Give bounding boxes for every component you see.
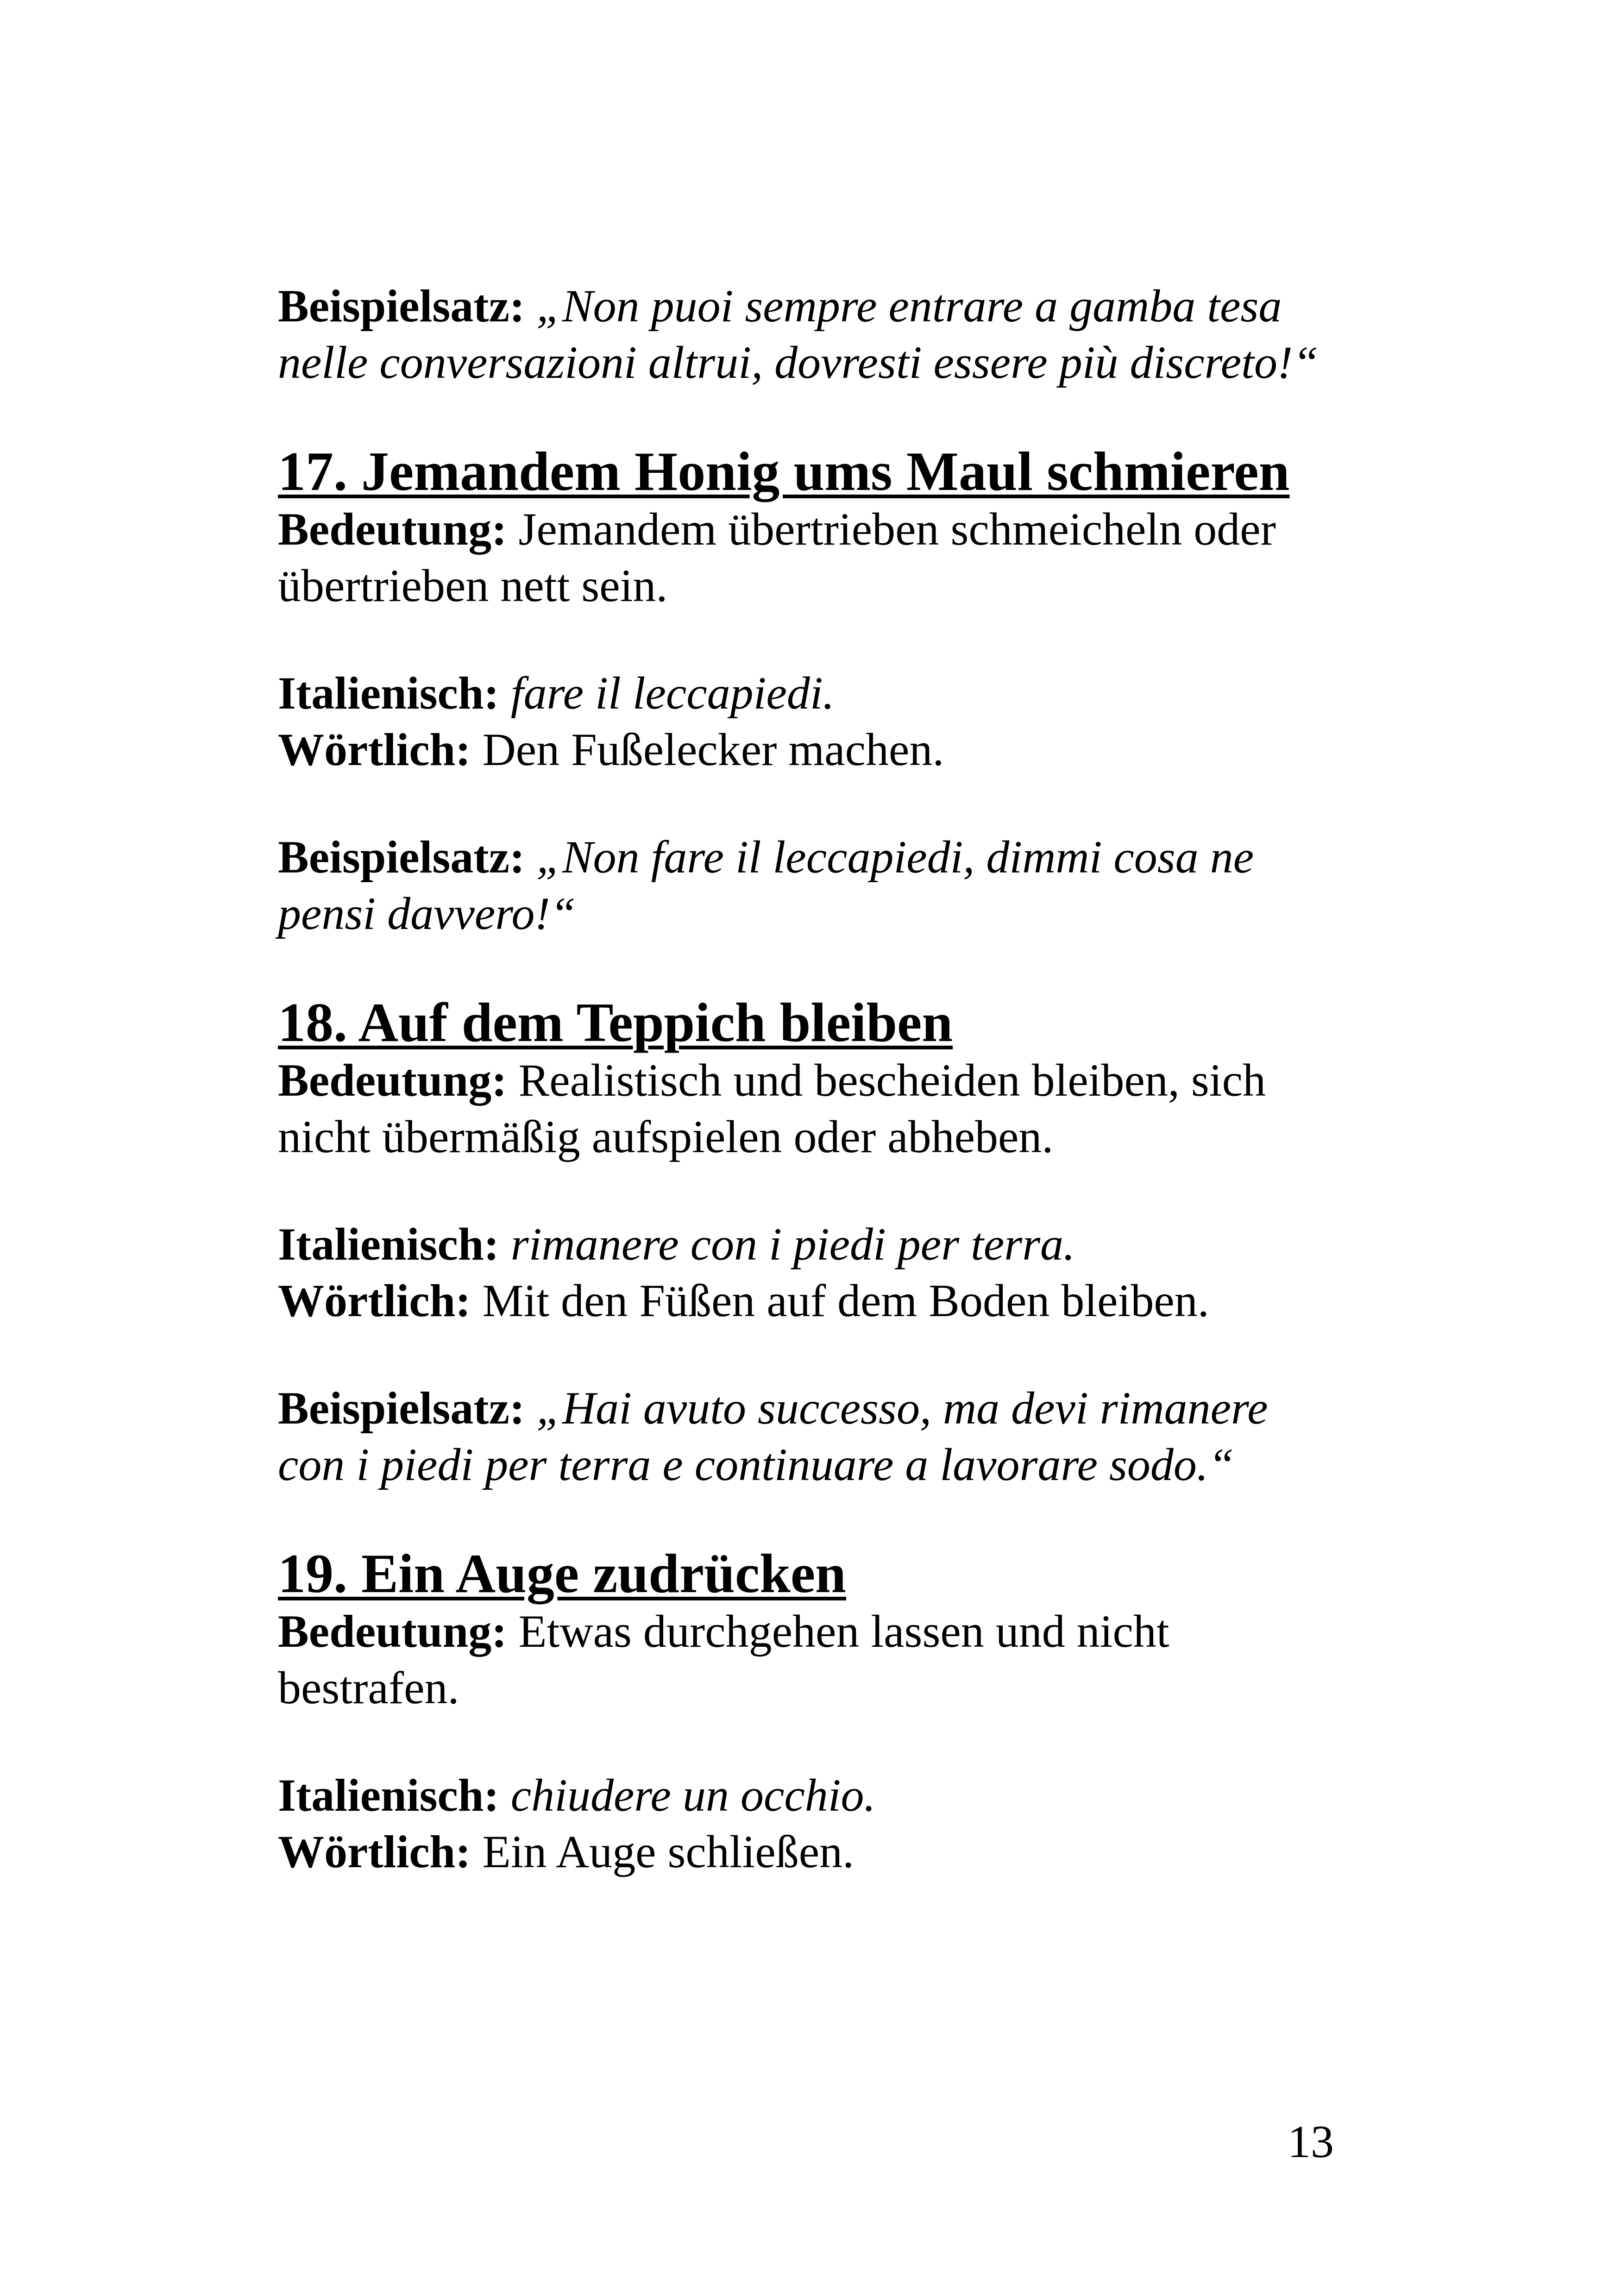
- idiom-heading: 19. Ein Auge zudrücken: [278, 1543, 846, 1604]
- literal-line: [278, 1273, 1362, 1329]
- italian-line: [278, 1216, 1362, 1273]
- meaning-text: Etwas durchgehen lassen und nicht: [518, 1606, 1169, 1657]
- literal-label: Wörtlich:: [278, 1275, 471, 1326]
- literal-label: Wörtlich:: [278, 724, 471, 775]
- example-text: „Hai avuto successo, ma devi rimanere: [536, 1382, 1268, 1434]
- example-text: nelle conversazioni altrui, dovresti essere più discreto!“: [278, 337, 1319, 388]
- example-line: [278, 1380, 1362, 1437]
- italian-text: fare il leccapiedi.: [510, 667, 835, 719]
- idiom-heading: 18. Auf dem Teppich bleiben: [278, 991, 953, 1053]
- idiom-entry: [278, 993, 1362, 1493]
- example-text: „Non puoi sempre entrare a gamba tesa: [536, 280, 1282, 332]
- idiom-heading: 17. Jemandem Honig ums Maul schmieren: [278, 440, 1290, 502]
- meaning-line: [278, 1660, 1362, 1716]
- italian-line: [278, 1767, 1362, 1824]
- italian-line: [278, 665, 1362, 721]
- meaning-line: [278, 1109, 1362, 1165]
- italian-label: Italienisch:: [278, 667, 499, 719]
- meaning-line: [278, 558, 1362, 614]
- literal-line: [278, 1824, 1362, 1880]
- example-line: [278, 278, 1362, 334]
- literal-text: Den Fußelecker machen.: [482, 724, 944, 775]
- literal-text: Ein Auge schließen.: [482, 1826, 854, 1877]
- italian-text: rimanere con i piedi per terra.: [510, 1218, 1075, 1270]
- literal-label: Wörtlich:: [278, 1826, 471, 1877]
- meaning-text: übertrieben nett sein.: [278, 560, 668, 611]
- example-text: „Non fare il leccapiedi, dimmi cosa ne: [536, 831, 1254, 883]
- meaning-text: Realistisch und bescheiden bleiben, sich: [518, 1054, 1266, 1106]
- example-line: [278, 829, 1362, 885]
- meaning-text: nicht übermäßig aufspielen oder abheben.: [278, 1111, 1054, 1162]
- meaning-label: Bedeutung:: [278, 1054, 507, 1106]
- example-label: Beispielsatz:: [278, 831, 525, 883]
- literal-text: Mit den Füßen auf dem Boden bleiben.: [482, 1275, 1209, 1326]
- meaning-line: [278, 501, 1362, 558]
- example-text: pensi davvero!“: [278, 888, 576, 939]
- example-line: [278, 334, 1362, 391]
- meaning-line: [278, 1052, 1362, 1109]
- italian-label: Italienisch:: [278, 1218, 499, 1270]
- page-content: [278, 278, 1362, 1880]
- meaning-text: bestrafen.: [278, 1662, 459, 1713]
- literal-line: [278, 721, 1362, 778]
- italian-label: Italienisch:: [278, 1769, 499, 1821]
- example-label: Beispielsatz:: [278, 280, 525, 332]
- meaning-label: Bedeutung:: [278, 1606, 507, 1657]
- intro-example: [278, 278, 1362, 391]
- example-text: con i piedi per terra e continuare a lavorare sodo.“: [278, 1439, 1234, 1490]
- meaning-line: [278, 1603, 1362, 1660]
- example-line: [278, 885, 1362, 942]
- meaning-label: Bedeutung:: [278, 503, 507, 555]
- example-label: Beispielsatz:: [278, 1382, 525, 1434]
- italian-text: chiudere un occhio.: [510, 1769, 876, 1821]
- page-number: 13: [1288, 2116, 1334, 2167]
- meaning-text: Jemandem übertrieben schmeicheln oder: [518, 503, 1276, 555]
- idiom-entry: [278, 442, 1362, 942]
- example-line: [278, 1437, 1362, 1493]
- idiom-entry: [278, 1544, 1362, 1880]
